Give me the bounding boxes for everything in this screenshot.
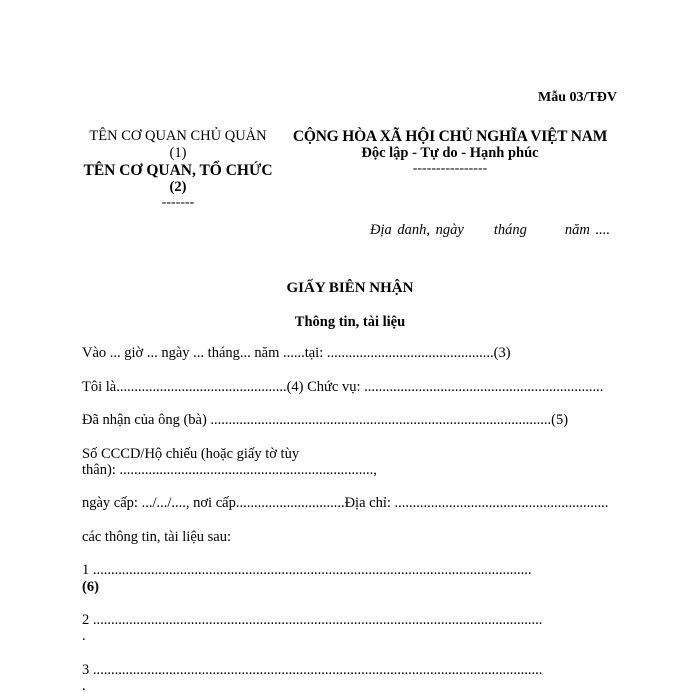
- issuing-agency-header: [80, 128, 276, 210]
- list-item: 3 ............................................................................................................................: [82, 662, 543, 678]
- parent-agency-note: (1): [169, 145, 187, 161]
- date-month: tháng: [493, 222, 527, 238]
- form-code: Mẫu 03/TĐV: [538, 90, 617, 105]
- parent-agency-name: TÊN CƠ QUAN CHỦ QUẢN: [89, 128, 267, 144]
- date-place: Địa danh, ngày: [370, 222, 464, 238]
- date-year: năm ....: [564, 222, 610, 238]
- issue-info-line: ngày cấp: .../.../...., nơi cấp..............................Địa chỉ: ...........................................................: [82, 495, 609, 511]
- country-name: CỘNG HÒA XÃ HỘI CHỦ NGHĨA VIỆT NAM: [292, 128, 608, 145]
- document-subtitle: Thông tin, tài liệu: [294, 314, 406, 330]
- received-from-line: Đã nhận của ông (bà) ..............................................................................................(5): [82, 412, 569, 428]
- motto-divider: ----------------: [412, 161, 488, 176]
- list-item-end: .: [82, 678, 86, 694]
- document-title: GIẤY BIÊN NHẬN: [286, 280, 414, 296]
- agency-divider: -------: [161, 195, 195, 210]
- list-item-note: (6): [82, 579, 99, 595]
- receipt-time-line: Vào ... giờ ... ngày ... tháng... năm ......tại: ..............................................(3): [82, 345, 511, 361]
- id-document-line-cont: thân): ......................................................................,: [82, 462, 377, 478]
- national-header: [282, 128, 618, 176]
- receiver-line: Tôi là...............................................(4) Chức vụ: ..................................................................: [82, 379, 604, 395]
- agency-note: (2): [169, 179, 187, 195]
- national-motto: Độc lập - Tự do - Hạnh phúc: [361, 145, 539, 161]
- agency-name: TÊN CƠ QUAN, TỔ CHỨC: [83, 162, 273, 179]
- id-document-line: Số CCCD/Hộ chiếu (hoặc giấy tờ tùy: [82, 446, 300, 462]
- list-item: 1 .........................................................................................................................: [82, 562, 532, 578]
- following-items-line: các thông tin, tài liệu sau:: [82, 529, 231, 545]
- list-item-end: .: [82, 628, 86, 644]
- place-date-line: [370, 222, 610, 239]
- list-item: 2 ............................................................................................................................: [82, 612, 543, 628]
